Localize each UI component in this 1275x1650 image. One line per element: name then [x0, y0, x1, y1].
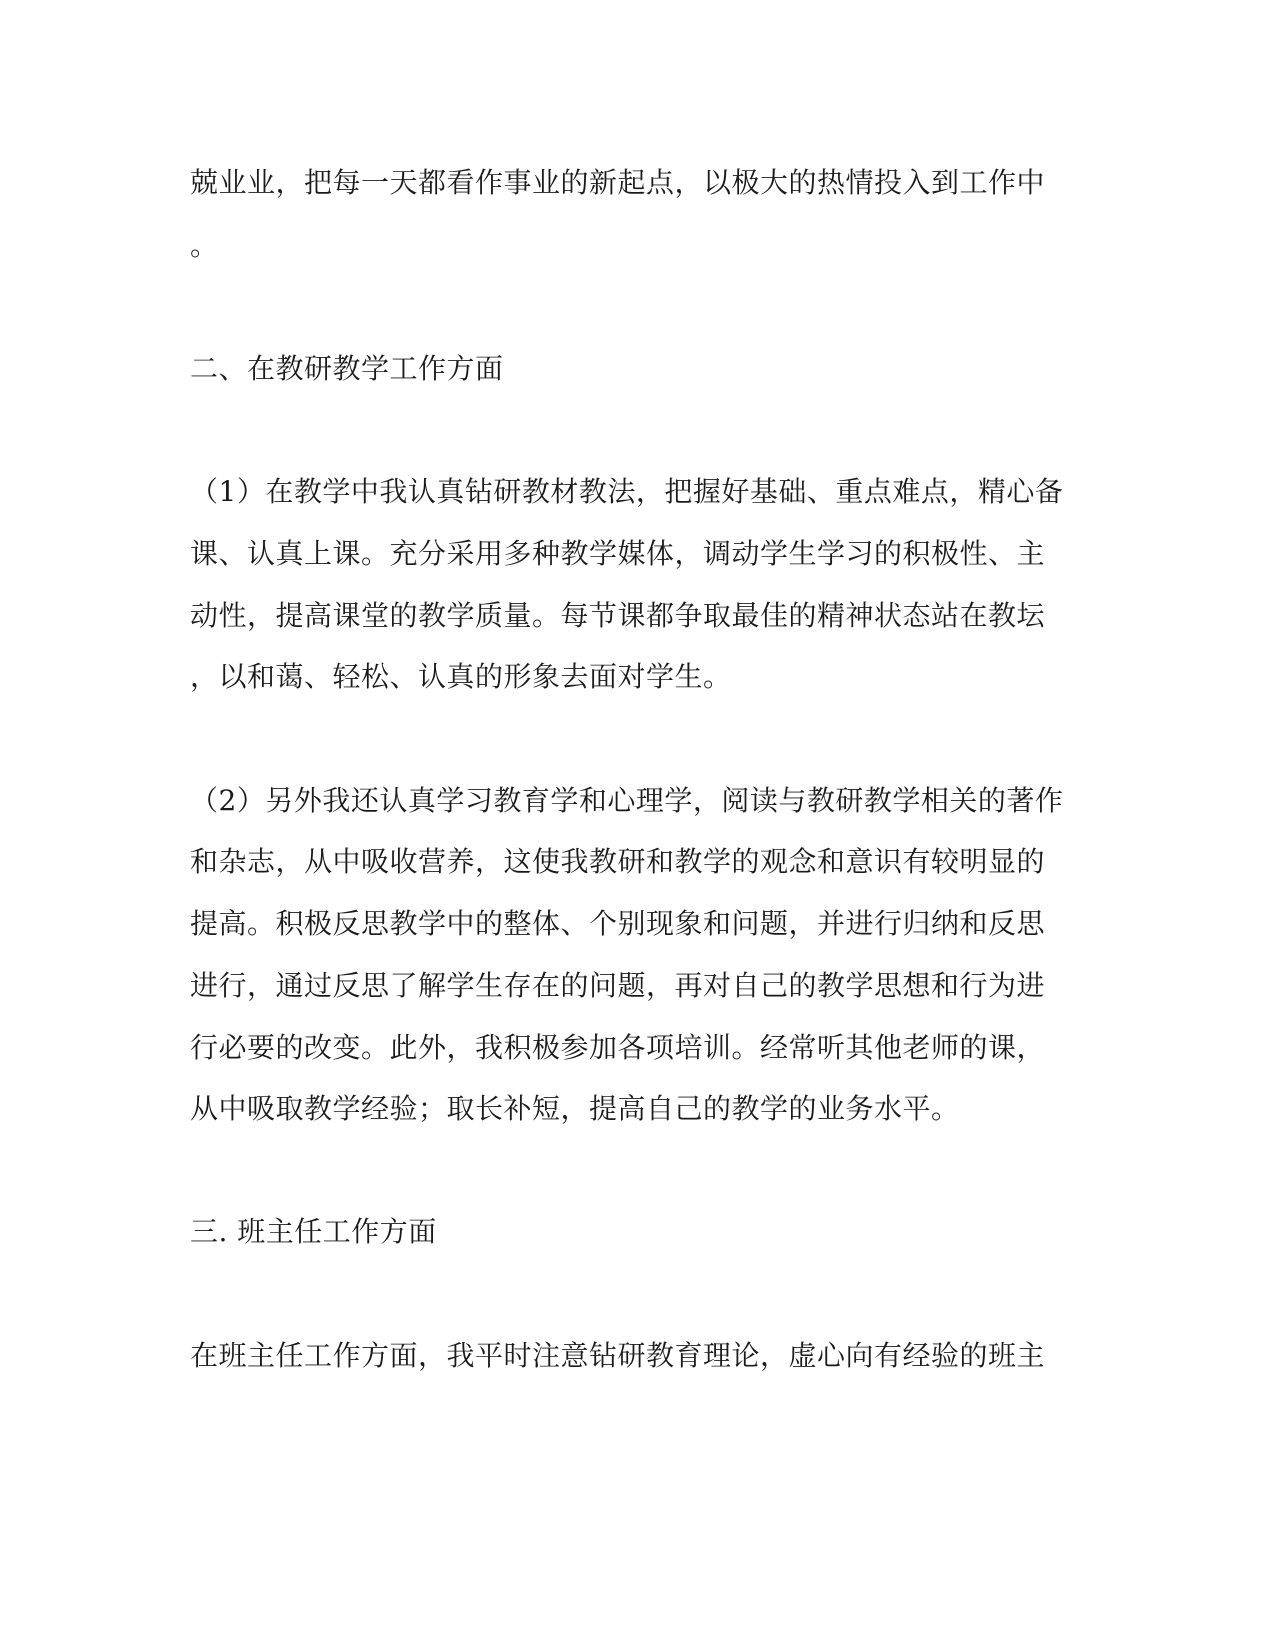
text-line: 进行，通过反思了解学生存在的问题，再对自己的教学思想和行为进 — [190, 969, 1046, 1002]
section-heading: 三. 班主任工作方面 — [190, 1215, 437, 1248]
text-line: 动性，提高课堂的教学质量。每节课都争取最佳的精神状态站在教坛 — [190, 599, 1046, 632]
text-line: （1）在教学中我认真钻研教材教法，把握好基础、重点难点，精心备 — [190, 475, 1064, 508]
text-line: 行必要的改变。此外，我积极参加各项培训。经常听其他老师的课， — [190, 1031, 1046, 1064]
text-line: 和杂志，从中吸收营养，这使我教研和教学的观念和意识有较明显的 — [190, 845, 1046, 878]
text-line: 提高。积极反思教学中的整体、个别现象和问题，并进行归纳和反思 — [190, 907, 1046, 940]
text-line: 兢业业，把每一天都看作事业的新起点，以极大的热情投入到工作中 — [190, 166, 1046, 199]
section-heading: 二、在教研教学工作方面 — [190, 352, 504, 385]
text-line: 课、认真上课。充分采用多种教学媒体，调动学生学习的积极性、主 — [190, 537, 1046, 570]
text-line: 在班主任工作方面，我平时注意钻研教育理论，虚心向有经验的班主 — [190, 1339, 1046, 1372]
text-line: （2）另外我还认真学习教育学和心理学，阅读与教研教学相关的著作 — [190, 784, 1064, 817]
text-line: ，以和蔼、轻松、认真的形象去面对学生。 — [190, 660, 732, 693]
text-line: 从中吸取教学经验；取长补短，提高自己的教学的业务水平。 — [190, 1092, 960, 1125]
text-line: 。 — [190, 229, 219, 262]
